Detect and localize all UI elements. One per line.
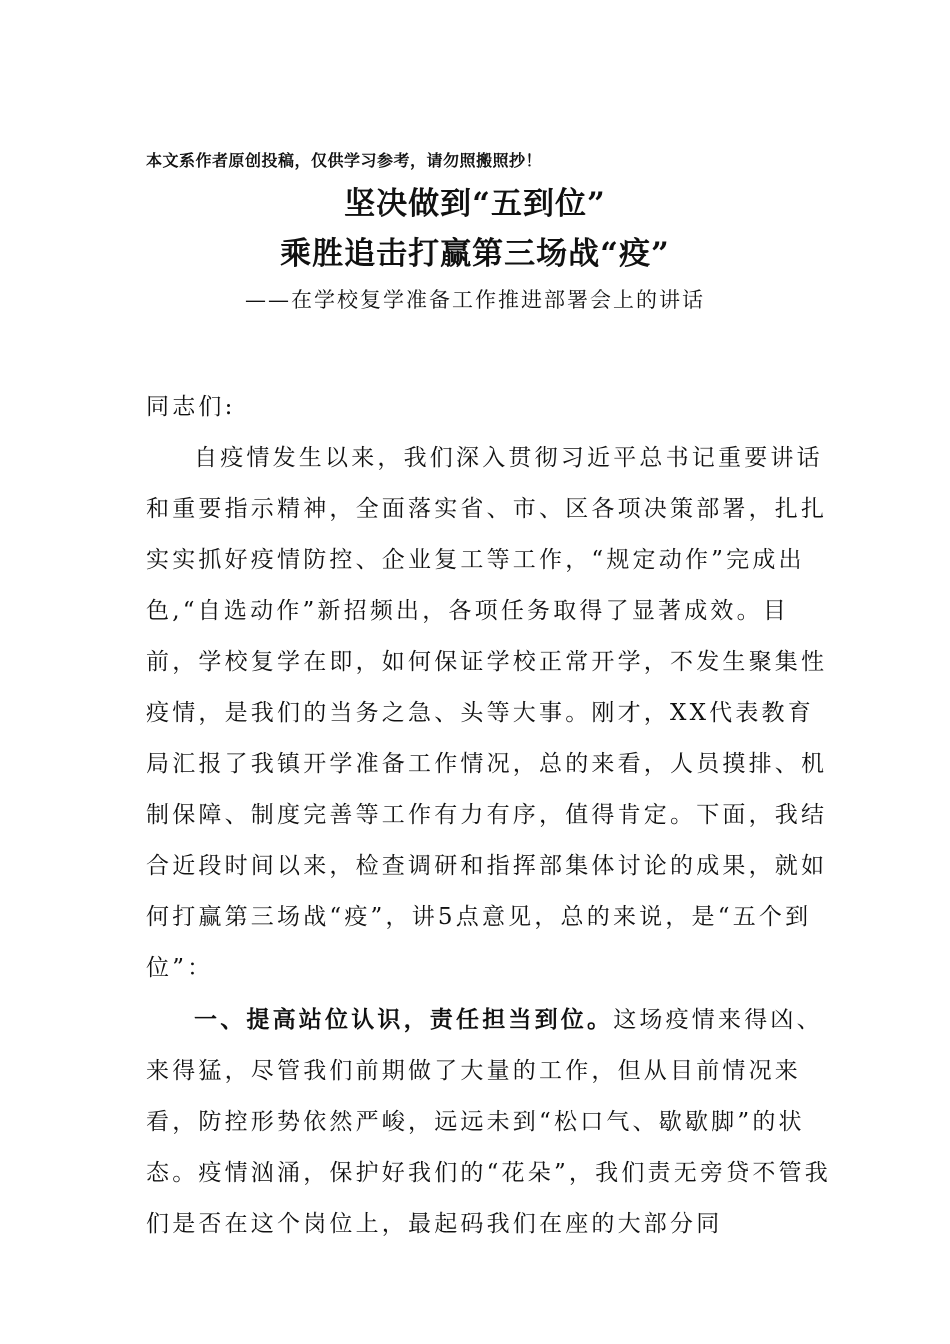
paragraph-section-1 xyxy=(146,994,836,1250)
copyright-notice: 本文系作者原创投稿，仅供学习参考，请勿照搬照抄！ xyxy=(146,151,543,170)
paragraph-intro: 自疫情发生以来，我们深入贯彻习近平总书记重要讲话和重要指示精神，全面落实省、市、区各项决策部署，扎扎实实抓好疫情防控、企业复工等工作，“规定动作”完成出色,“自选动作”新招频出，各项任务取得了显著成效。目前，学校复学在即，如何保证学校正常开学，不发生聚集性疫情，是我们的当务之急、头等大事。刚才，XX代表教育局汇报了我镇开学准备工作情况，总的来看，人员摸排、机制保障、制度完善等工作有力有序，值得肯定。下面，我结合近段时间以来，检查调研和指挥部集体讨论的成果，就如何打赢第三场战“疫”，讲5点意见，总的来说，是“五个到位”： xyxy=(146,445,828,981)
greeting: 同志们: xyxy=(146,394,236,420)
body-text xyxy=(146,382,836,1250)
title-line-1: 坚决做到“五到位” xyxy=(344,186,606,222)
title-line-2: 乘胜追击打赢第三场战“疫” xyxy=(280,236,670,272)
section-1-text: 这场疫情来得凶、来得猛，尽管我们前期做了大量的工作，但从目前情况来看，防控形势依然严峻，远远未到“松口气、歇歇脚”的状态。疫情汹涌，保护好我们的“花朵”，我们责无旁贷不管我们是否在这个岗位上，最起码我们在座的大部分同 xyxy=(146,1007,831,1237)
subtitle: ——在学校复学准备工作推进部署会上的讲话 xyxy=(245,288,705,312)
section-1-heading: 一、提高站位认识，责任担当到位。 xyxy=(194,1006,614,1033)
